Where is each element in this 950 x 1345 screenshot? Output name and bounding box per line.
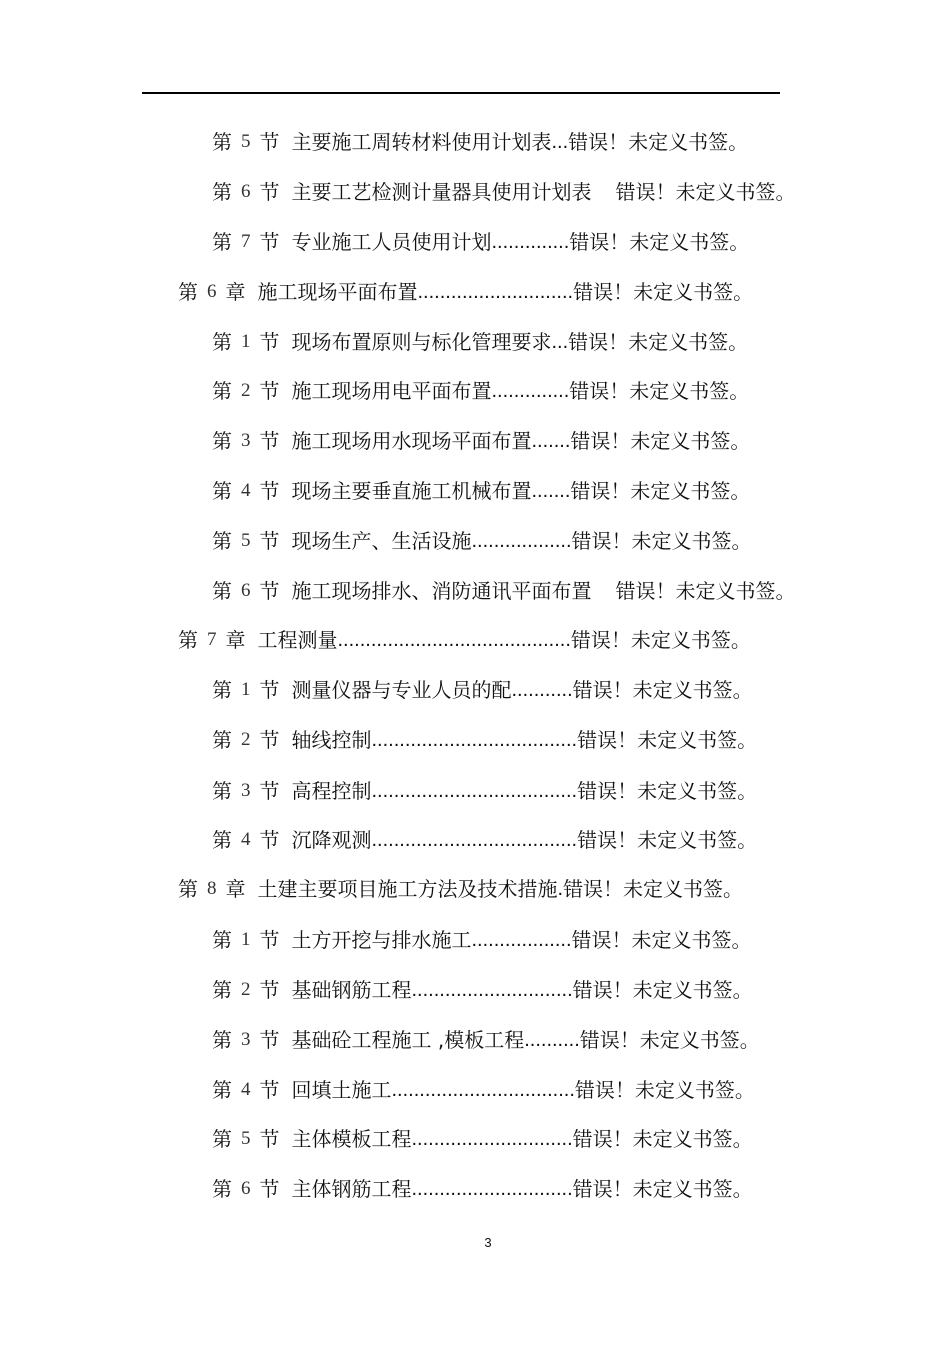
toc-page-ref: 错误！未定义书签。: [572, 978, 753, 1002]
toc-unit: 章: [225, 877, 246, 901]
toc-leader-dots: ..............: [491, 380, 570, 402]
toc-page-ref: 错误！未定义书签。: [615, 180, 796, 204]
toc-entry-section[interactable]: [212, 327, 748, 357]
toc-page-ref: 错误！未定义书签。: [570, 429, 751, 453]
toc-number: 1: [241, 929, 251, 950]
toc-leader-dots: .............................: [411, 1178, 573, 1200]
toc-unit: 节: [259, 978, 280, 1002]
toc-page-ref: 错误！未定义书签。: [569, 230, 750, 254]
toc-prefix: 第: [178, 280, 198, 304]
toc-leader-dots: ...........: [511, 679, 573, 701]
toc-entry-section[interactable]: [212, 675, 753, 705]
toc-unit: 节: [259, 828, 280, 852]
toc-entry-section[interactable]: [212, 177, 796, 207]
toc-number: 3: [241, 780, 251, 801]
toc-prefix: 第: [212, 728, 232, 752]
toc-title: 专业施工人员使用计划: [291, 230, 492, 254]
toc-title: 现场布置原则与标化管理要求: [291, 330, 552, 354]
toc-number: 2: [241, 979, 251, 1000]
toc-entry-chapter[interactable]: [178, 625, 751, 655]
toc-title: 现场生产、生活设施: [291, 529, 472, 553]
toc-title: 高程控制: [291, 779, 372, 803]
toc-page-ref: 错误！未定义书签。: [571, 928, 752, 952]
toc-entry-section[interactable]: [212, 376, 749, 406]
toc-prefix: 第: [212, 130, 232, 154]
toc-page-ref: 错误！未定义书签。: [568, 130, 749, 154]
toc-leader-dots: .......: [531, 480, 571, 502]
toc-unit: 章: [225, 628, 246, 652]
toc-number: 3: [241, 1029, 251, 1050]
toc-title: 回填土施工: [291, 1078, 392, 1102]
toc-unit: 节: [259, 379, 280, 403]
toc-title: 主体钢筋工程: [291, 1177, 412, 1201]
toc-page-ref: 错误！未定义书签。: [574, 1078, 755, 1102]
toc-number: 1: [241, 679, 251, 700]
toc-page-ref: 错误！未定义书签。: [570, 479, 751, 503]
toc-title: 施工现场用电平面布置: [291, 379, 492, 403]
toc-unit: 章: [225, 280, 246, 304]
toc-leader-dots: ............................: [417, 281, 574, 303]
toc-number: 6: [241, 1178, 251, 1199]
toc-leader-dots: ..........: [524, 1029, 580, 1051]
toc-unit: 节: [259, 130, 280, 154]
toc-unit: 节: [259, 579, 280, 603]
toc-unit: 节: [259, 728, 280, 752]
toc-title: 轴线控制: [291, 728, 372, 752]
toc-entry-section[interactable]: [212, 426, 750, 456]
toc-leader-dots: .............................: [411, 1128, 573, 1150]
toc-leader-dots: .............................: [411, 979, 573, 1001]
toc-title: 沉降观测: [291, 828, 372, 852]
toc-entry-chapter[interactable]: [178, 277, 753, 307]
toc-entry-section[interactable]: [212, 725, 757, 755]
toc-prefix: 第: [212, 1127, 232, 1151]
toc-title: 基础砼工程施工 ,模板工程: [291, 1028, 525, 1052]
toc-unit: 节: [259, 529, 280, 553]
header-rule: [142, 92, 780, 94]
toc-title: 主要施工周转材料使用计划表: [291, 130, 552, 154]
toc-prefix: 第: [212, 479, 232, 503]
toc-prefix: 第: [212, 230, 232, 254]
toc-page-ref: 错误！未定义书签。: [570, 628, 751, 652]
toc-prefix: 第: [212, 1177, 232, 1201]
toc-page-ref: 错误！未定义书签。: [563, 877, 744, 901]
toc-prefix: 第: [212, 928, 232, 952]
toc-leader-dots: .: [557, 878, 564, 900]
toc-page-ref: 错误！未定义书签。: [572, 1177, 753, 1201]
toc-leader-dots: ..............: [491, 231, 570, 253]
toc-unit: 节: [259, 1177, 280, 1201]
toc-number: 6: [241, 580, 251, 601]
toc-prefix: 第: [212, 978, 232, 1002]
toc-page-ref: 错误！未定义书签。: [568, 330, 749, 354]
toc-entry-chapter[interactable]: [178, 874, 743, 904]
toc-title: 主体模板工程: [291, 1127, 412, 1151]
toc-title: 工程测量: [257, 628, 338, 652]
toc-prefix: 第: [212, 828, 232, 852]
toc-title: 土方开挖与排水施工: [291, 928, 472, 952]
toc-number: 2: [241, 729, 251, 750]
toc-number: 4: [241, 1079, 251, 1100]
toc-leader-dots: .................................: [391, 1079, 575, 1101]
toc-unit: 节: [259, 429, 280, 453]
toc-title: 施工现场排水、消防通讯平面布置: [291, 579, 592, 603]
toc-number: 5: [241, 1128, 251, 1149]
toc-prefix: 第: [212, 1078, 232, 1102]
toc-page-ref: 错误！未定义书签。: [577, 779, 758, 803]
toc-prefix: 第: [212, 529, 232, 553]
toc-entry-section[interactable]: [212, 526, 752, 556]
toc-unit: 节: [259, 928, 280, 952]
toc-prefix: 第: [212, 678, 232, 702]
toc-entry-section[interactable]: [212, 925, 752, 955]
toc-prefix: 第: [212, 429, 232, 453]
toc-number: 1: [241, 331, 251, 352]
toc-number: 3: [241, 430, 251, 451]
toc-prefix: 第: [212, 330, 232, 354]
toc-number: 6: [207, 281, 217, 302]
toc-title: 现场主要垂直施工机械布置: [291, 479, 532, 503]
toc-entry-section[interactable]: [212, 776, 757, 806]
toc-number: 4: [241, 480, 251, 501]
toc-number: 2: [241, 380, 251, 401]
toc-title: 土建主要项目施工方法及技术措施: [257, 877, 558, 901]
toc-leader-dots: .....................................: [371, 829, 578, 851]
toc-prefix: 第: [212, 779, 232, 803]
toc-number: 8: [207, 878, 217, 899]
toc-number: 5: [241, 530, 251, 551]
toc-page-ref: 错误！未定义书签。: [615, 579, 796, 603]
toc-leader-dots: ..........................................: [337, 629, 571, 651]
toc-entry-section[interactable]: [212, 1174, 753, 1204]
toc-entry-section[interactable]: [212, 1124, 753, 1154]
toc-leader-dots: ...: [551, 331, 569, 353]
toc-entry-section[interactable]: [212, 576, 796, 606]
toc-prefix: 第: [212, 579, 232, 603]
toc-prefix: 第: [212, 180, 232, 204]
toc-title: 测量仪器与专业人员的配: [291, 678, 512, 702]
toc-page-ref: 错误！未定义书签。: [577, 828, 758, 852]
toc-unit: 节: [259, 678, 280, 702]
toc-entry-section[interactable]: [212, 476, 750, 506]
toc-number: 5: [241, 131, 251, 152]
toc-page-ref: 错误！未定义书签。: [571, 529, 752, 553]
toc-entry-section[interactable]: [212, 127, 748, 157]
toc-entry-section[interactable]: [212, 227, 749, 257]
toc-prefix: 第: [178, 877, 198, 901]
toc-prefix: 第: [212, 379, 232, 403]
toc-number: 4: [241, 829, 251, 850]
toc-unit: 节: [259, 230, 280, 254]
toc-leader-dots: ...: [551, 131, 569, 153]
toc-prefix: 第: [212, 1028, 232, 1052]
toc-page-ref: 错误！未定义书签。: [572, 678, 753, 702]
toc-page-ref: 错误！未定义书签。: [579, 1028, 760, 1052]
toc-page-ref: 错误！未定义书签。: [577, 728, 758, 752]
toc-prefix: 第: [178, 628, 198, 652]
toc-entry-section[interactable]: [212, 1025, 760, 1055]
toc-unit: 节: [259, 330, 280, 354]
toc-number: 7: [241, 231, 251, 252]
toc-leader-dots: ..................: [471, 929, 572, 951]
toc-unit: 节: [259, 1078, 280, 1102]
toc-unit: 节: [259, 1028, 280, 1052]
toc-title: 施工现场平面布置: [257, 280, 418, 304]
toc-leader-dots: .....................................: [371, 780, 578, 802]
toc-unit: 节: [259, 1127, 280, 1151]
toc-page-ref: 错误！未定义书签。: [572, 1127, 753, 1151]
toc-page-ref: 错误！未定义书签。: [573, 280, 754, 304]
toc-title: 主要工艺检测计量器具使用计划表: [291, 180, 592, 204]
toc-number: 7: [207, 629, 217, 650]
toc-unit: 节: [259, 479, 280, 503]
toc-unit: 节: [259, 180, 280, 204]
toc-title: 施工现场用水现场平面布置: [291, 429, 532, 453]
toc-page-ref: 错误！未定义书签。: [569, 379, 750, 403]
toc-title: 基础钢筋工程: [291, 978, 412, 1002]
toc-entry-section[interactable]: [212, 975, 753, 1005]
page-number: 3: [484, 1235, 492, 1250]
toc-entry-section[interactable]: [212, 1075, 755, 1105]
toc-leader-dots: .......: [531, 430, 571, 452]
toc-unit: 节: [259, 779, 280, 803]
toc-number: 6: [241, 181, 251, 202]
toc-leader-dots: ..................: [471, 530, 572, 552]
toc-leader-dots: .....................................: [371, 729, 578, 751]
toc-entry-section[interactable]: [212, 825, 757, 855]
